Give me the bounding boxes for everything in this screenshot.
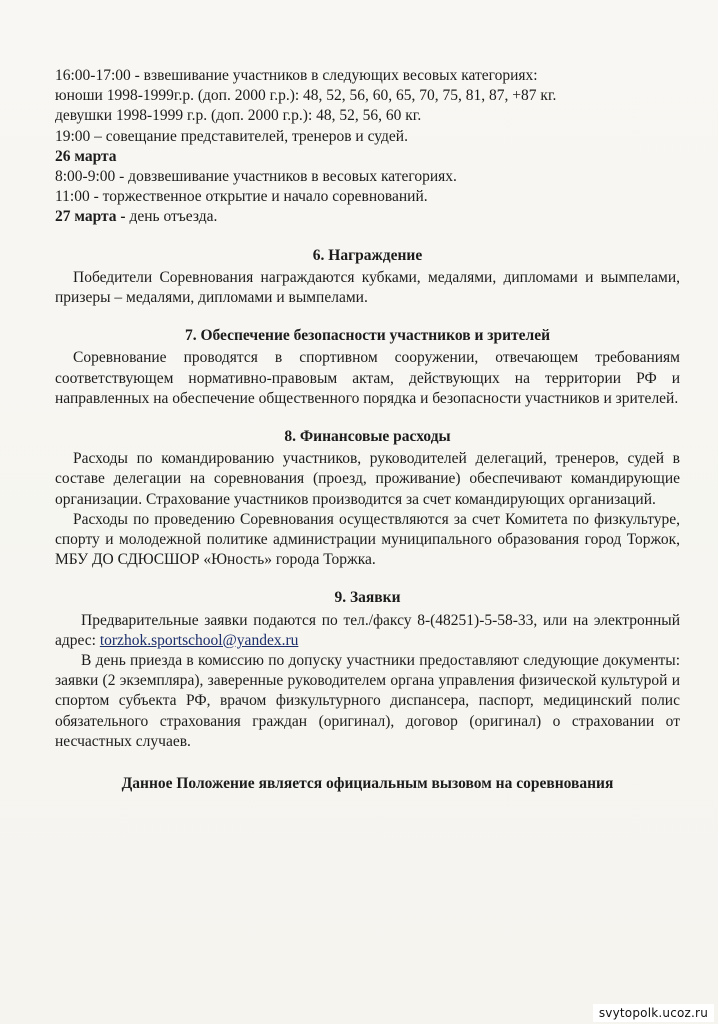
schedule-line-girls: девушки 1998-1999 г.р. (доп. 2000 г.р.): 48, 52, 56, 60 кг.	[55, 107, 422, 125]
schedule-day-27-line	[55, 207, 680, 227]
schedule-day-26: 26 марта	[55, 147, 117, 165]
section-9-text-1-body: Предварительные заявки подаются по тел./факсу 8-(48251)-5-58-33, или на электронный адрес:	[55, 611, 680, 649]
email-link[interactable]: torzhok.sportschool@yandex.ru	[99, 631, 299, 649]
section-6-text: Победители Соревнования награждаются кубками, медалями, дипломами и вымпелами, призеры – медалями, дипломами и вымпелами.	[55, 268, 680, 307]
site-watermark: svytopolk.ucoz.ru	[593, 1004, 714, 1022]
schedule-line-meeting: 19:00 – совещание представителей, тренеров и судей.	[55, 127, 408, 145]
section-7-text: Соревнование проводятся в спортивном сооружении, отвечающем требованиям соответствующем нормативно-правовым актам, действующих на территории РФ и направленных на обеспечение общественного порядка и безопасности участников и зрителей.	[55, 349, 680, 407]
section-7-title: 7. Обеспечение безопасности участников и зрителей	[184, 327, 551, 345]
document-body	[55, 66, 680, 794]
schedule-line-reweighing: 8:00-9:00 - довзвешивание участников в весовых категориях.	[55, 168, 457, 186]
schedule-line-boys: юноши 1998-1999г.р. (доп. 2000 г.р.): 48, 52, 56, 60, 65, 70, 75, 81, 87, +87 кг.	[55, 87, 557, 105]
closing-statement: Данное Положение является официальным вызовом на соревнования	[121, 775, 614, 793]
schedule-line-weighing: 16:00-17:00 - взвешивание участников в следующих весовых категориях:	[55, 67, 538, 84]
section-9-text-1	[55, 611, 680, 651]
section-6-title: 6. Награждение	[312, 246, 423, 264]
section-9-title: 9. Заявки	[334, 589, 401, 607]
section-9-text-2: В день приезда в комиссию по допуску участники предоставляют следующие документы: заявки (2 экземпляра), заверенные руководителем органа управления физической культурой и спортом субъекта РФ, врачом физкультурного диспансера, паспорт, медицинский полис обязательного страхования граждан (оригинал), договор (оригинал) о страховании от несчастных случаев.	[55, 652, 680, 750]
schedule-departure: день отъезда.	[125, 208, 218, 226]
section-8-text-1: Расходы по командированию участников, руководителей делегаций, тренеров, судей в составе делегации на соревнования (проезд, проживание) обеспечивают командирующие организации. Страхование участников производится за счет командирующих организаций.	[55, 450, 680, 508]
schedule-day-27: 27 марта -	[55, 208, 126, 226]
section-8-title: 8. Финансовые расходы	[284, 428, 451, 446]
section-8-text-2: Расходы по проведению Соревнования осуществляются за счет Комитета по физкультуре, спорту и молодежной политике администрации муниципального образования город Торжок, МБУ ДО СДЮСШОР «Юность» города Торжка.	[55, 510, 680, 569]
schedule-line-opening: 11:00 - торжественное открытие и начало соревнований.	[55, 188, 428, 206]
